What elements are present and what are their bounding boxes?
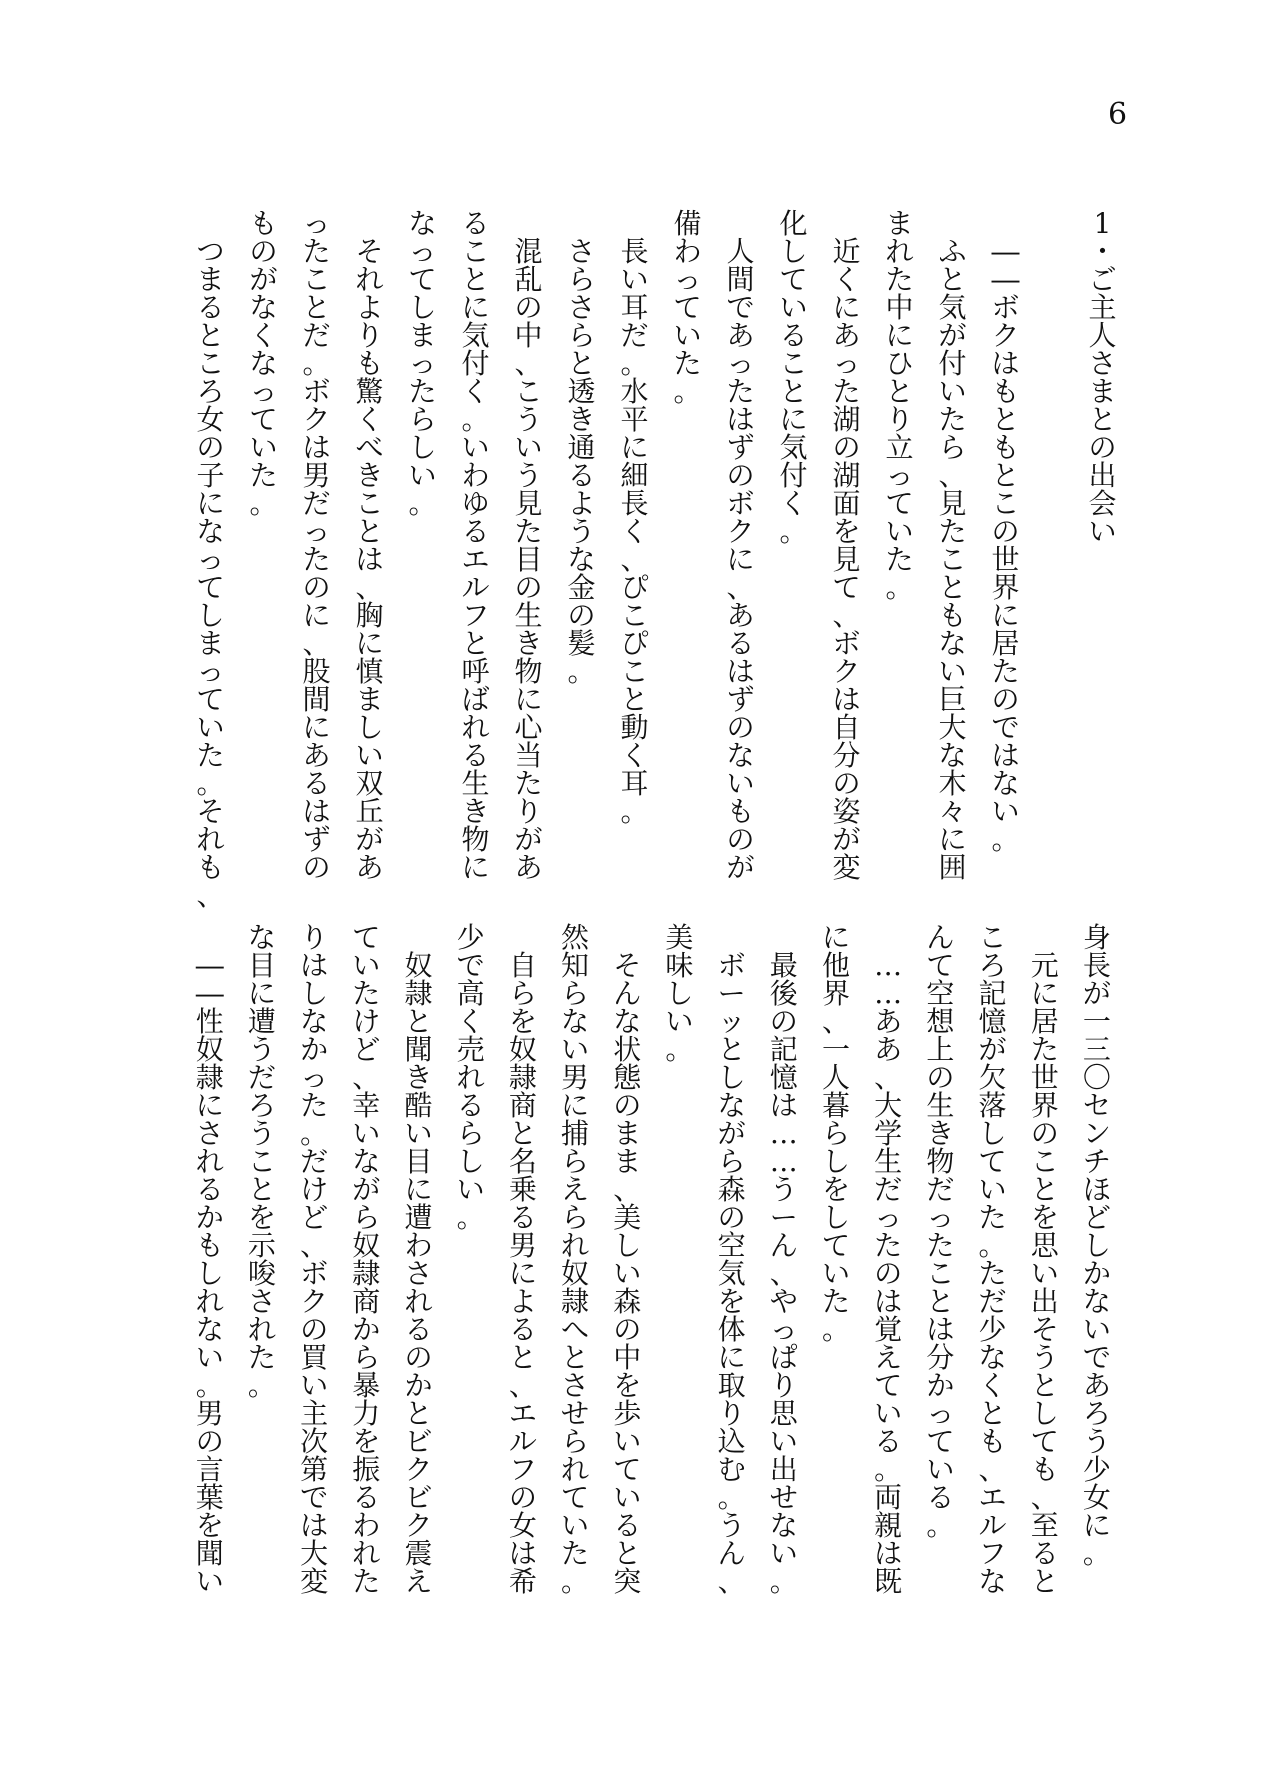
text-line bbox=[820, 207, 875, 884]
text-line-content: ふと気が付いたら、見たこともない巨大な木々に囲 bbox=[938, 207, 981, 884]
text-line-content: なってしまったらしい。 bbox=[408, 207, 437, 520]
text-line bbox=[502, 207, 557, 884]
text-line-content: ボーッとしながら森の空気を体に取り込む。うん、 bbox=[717, 921, 760, 1598]
text-line-content: 化していることに気付く。 bbox=[779, 207, 808, 548]
text-line-content: 元に居た世界のことを思い出そうとしても、至ると bbox=[1030, 921, 1073, 1598]
text-line-content: んて空想上の生き物だったことは分かっている。 bbox=[926, 921, 955, 1542]
text-line-content: 人間であったはずのボクに、あるはずのないものが bbox=[726, 207, 769, 884]
text-line bbox=[966, 921, 1018, 1598]
text-line bbox=[862, 921, 917, 1598]
text-line-content: ものがなくなっていた。 bbox=[249, 207, 278, 520]
text-line-content: 混乱の中、こういう見た目の生き物に心当たりがあ bbox=[514, 207, 557, 884]
text-line bbox=[767, 207, 820, 548]
text-line bbox=[290, 207, 343, 884]
text-line-content: 自らを奴隷商と名乗る男によると、エルフの女は希 bbox=[508, 921, 551, 1598]
text-line bbox=[497, 921, 551, 1598]
text-line-content: ――ボクはもともとこの世界に居たのではない。 bbox=[991, 207, 1034, 856]
text-line bbox=[873, 207, 926, 604]
text-line-content: さらさらと透き通るような金の髪。 bbox=[567, 207, 610, 688]
text-line-content: ――性奴隷にされるかもしれない。男の言葉を聞い bbox=[195, 921, 238, 1598]
text-line bbox=[555, 207, 610, 688]
text-line-content: 身長が一三〇センチほどしかないであろう少女に。 bbox=[1082, 921, 1111, 1570]
text-line-content: な目に遭うだろうことを示唆された。 bbox=[247, 921, 276, 1402]
chapter-title bbox=[1076, 207, 1129, 548]
text-line bbox=[979, 207, 1034, 856]
text-line bbox=[653, 921, 705, 1066]
text-line-content: ……ああ、大学生だったのは覚えている。両親は既 bbox=[874, 921, 917, 1598]
text-line bbox=[810, 921, 862, 1346]
text-line bbox=[396, 207, 449, 520]
text-line bbox=[706, 921, 760, 1598]
text-line-content: そんな状態のまま、美しい森の中を歩いていると突 bbox=[613, 921, 656, 1598]
chapter-title-text: 1・ご主人さまとの出会い bbox=[1088, 207, 1117, 548]
page-number: 6 bbox=[1108, 97, 1128, 132]
text-line bbox=[340, 921, 392, 1598]
text-line-content: ころ記憶が欠落していた。ただ少なくとも、エルフな bbox=[978, 921, 1007, 1598]
text-line bbox=[445, 921, 497, 1234]
text-line bbox=[608, 207, 663, 828]
text-line bbox=[758, 921, 812, 1598]
text-line bbox=[714, 207, 769, 884]
text-line bbox=[926, 207, 981, 884]
text-line bbox=[343, 207, 398, 884]
text-line bbox=[392, 921, 447, 1598]
text-line bbox=[914, 921, 966, 1542]
text-line-content: つまるところ女の子になってしまっていた。それも、 bbox=[196, 207, 239, 912]
text-line bbox=[184, 207, 239, 912]
text-line-content: 最後の記憶は……うーん、やっぱり思い出せない。 bbox=[769, 921, 812, 1598]
text-line-content: 然知らない男に捕らえられ奴隷へとさせられていた。 bbox=[561, 921, 590, 1598]
text-line-content: 奴隷と聞き酷い目に遭わされるのかとビクビク震え bbox=[404, 921, 447, 1598]
text-line-content: 備わっていた。 bbox=[673, 207, 702, 408]
text-line-content: りはしなかった。だけど、ボクの買い主次第では大変 bbox=[300, 921, 329, 1598]
text-line-content: 美味しい。 bbox=[665, 921, 694, 1066]
text-line-content: に他界、一人暮らしをしていた。 bbox=[821, 921, 850, 1346]
text-line-content: まれた中にひとり立っていた。 bbox=[885, 207, 914, 604]
text-line bbox=[1071, 921, 1123, 1570]
text-line-content: ったことだ。ボクは男だったのに、股間にあるはずの bbox=[302, 207, 331, 884]
text-line bbox=[237, 207, 290, 520]
text-line-content: 近くにあった湖の湖面を見て、ボクは自分の姿が変 bbox=[832, 207, 875, 884]
text-line bbox=[236, 921, 288, 1402]
text-line-content: それよりも驚くべきことは、胸に慎ましい双丘があ bbox=[355, 207, 398, 884]
text-line bbox=[449, 207, 502, 884]
text-line bbox=[288, 921, 340, 1598]
text-line-content: ることに気付く。いわゆるエルフと呼ばれる生き物に bbox=[461, 207, 490, 884]
text-line bbox=[661, 207, 714, 408]
text-line bbox=[1019, 921, 1073, 1598]
text-block-bottom bbox=[184, 921, 1123, 1598]
text-line-content: 長い耳だ。水平に細長く、ぴこぴこと動く耳。 bbox=[620, 207, 663, 828]
text-line-content: 少で高く売れるらしい。 bbox=[456, 921, 485, 1234]
text-line bbox=[601, 921, 656, 1598]
text-line bbox=[184, 921, 238, 1598]
text-line-content: ていたけど、幸いながら奴隷商から暴力を振るわれた bbox=[352, 921, 381, 1598]
text-line bbox=[549, 921, 601, 1598]
text-block-top bbox=[184, 207, 1129, 912]
